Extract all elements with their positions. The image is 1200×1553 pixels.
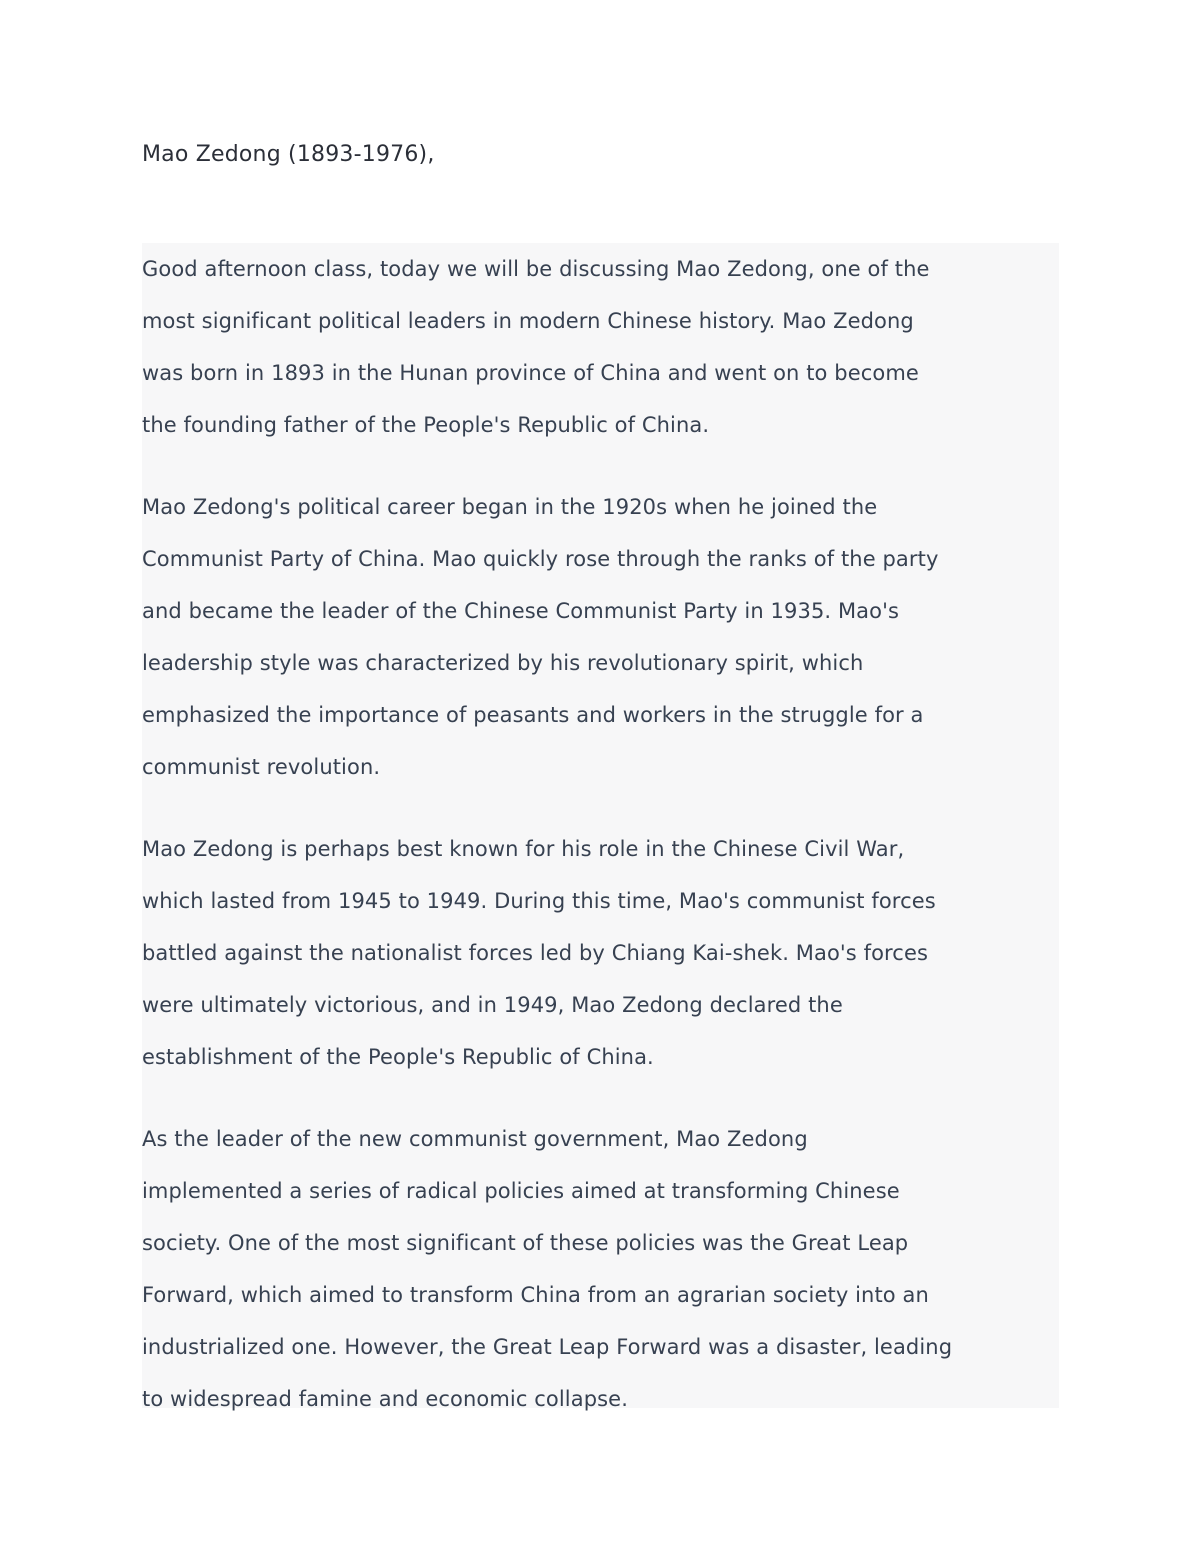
paragraph-line: communist revolution.	[142, 755, 381, 779]
paragraph-line: As the leader of the new communist government, Mao Zedong	[142, 1127, 808, 1151]
paragraph-line: Forward, which aimed to transform China from an agrarian society into an	[142, 1283, 929, 1307]
paragraph-line: battled against the nationalist forces led by Chiang Kai-shek. Mao's forces	[142, 941, 929, 965]
paragraph-line: leadership style was characterized by his revolutionary spirit, which	[142, 651, 864, 675]
paragraph-line: most significant political leaders in modern Chinese history. Mao Zedong	[142, 309, 914, 333]
paragraph-line: and became the leader of the Chinese Communist Party in 1935. Mao's	[142, 599, 899, 623]
paragraph-3	[142, 823, 1059, 1083]
paragraph-line: to widespread famine and economic collapse.	[142, 1387, 628, 1411]
document-body	[142, 243, 1059, 1411]
paragraph-1	[142, 243, 1059, 451]
paragraph-line: the founding father of the People's Republic of China.	[142, 413, 710, 437]
document-title: Mao Zedong (1893-1976),	[142, 142, 435, 167]
paragraph-line: establishment of the People's Republic of China.	[142, 1045, 654, 1069]
paragraph-line: which lasted from 1945 to 1949. During this time, Mao's communist forces	[142, 889, 936, 913]
paragraph-line: was born in 1893 in the Hunan province of China and went on to become	[142, 361, 919, 385]
paragraph-line: Mao Zedong's political career began in the 1920s when he joined the	[142, 495, 878, 519]
paragraph-line: Good afternoon class, today we will be discussing Mao Zedong, one of the	[142, 257, 930, 281]
paragraph-line: implemented a series of radical policies aimed at transforming Chinese	[142, 1179, 900, 1203]
paragraph-line: were ultimately victorious, and in 1949, Mao Zedong declared the	[142, 993, 843, 1017]
paragraph-line: society. One of the most significant of these policies was the Great Leap	[142, 1231, 909, 1255]
paragraph-line: emphasized the importance of peasants and workers in the struggle for a	[142, 703, 924, 727]
paragraph-line: industrialized one. However, the Great Leap Forward was a disaster, leading	[142, 1335, 953, 1359]
paragraph-line: Communist Party of China. Mao quickly rose through the ranks of the party	[142, 547, 939, 571]
paragraph-line: Mao Zedong is perhaps best known for his role in the Chinese Civil War,	[142, 837, 905, 861]
paragraph-2	[142, 481, 1059, 793]
paragraph-4	[142, 1113, 1059, 1425]
